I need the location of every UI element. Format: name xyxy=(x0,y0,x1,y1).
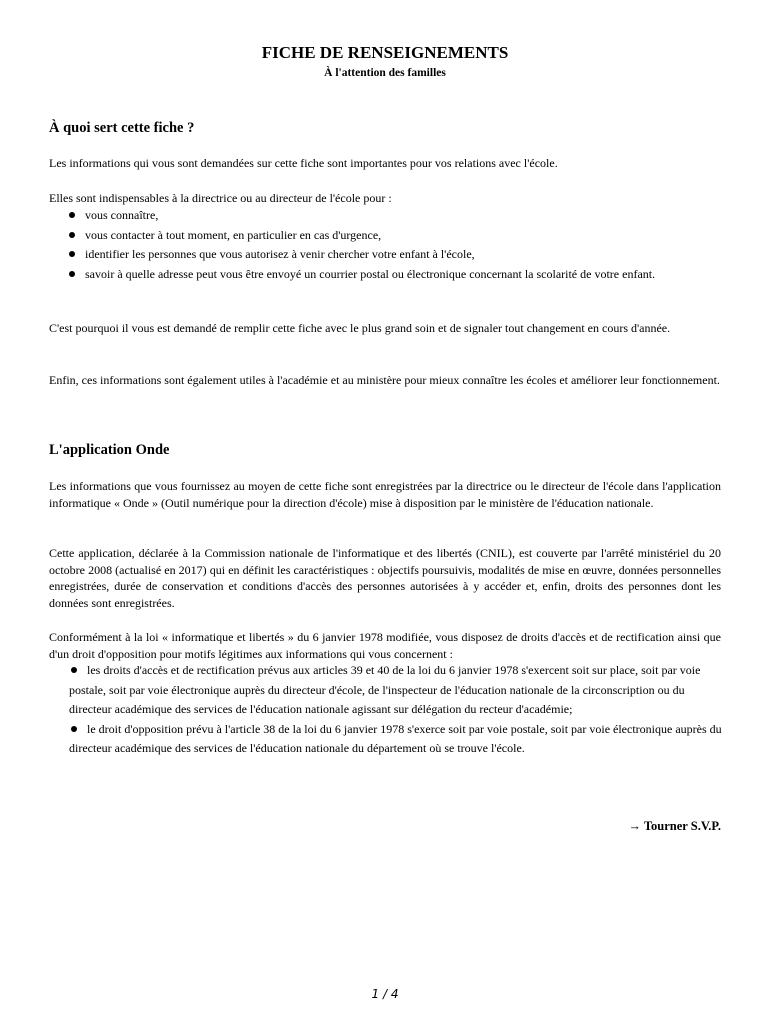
paragraph-onde-intro: Les informations que vous fournissez au moyen de cette fiche sont enregistrées par la directrice ou le directeur de l'école dans l'application informatique « Onde » (Outil numérique pour la direction d'école) mise à disposition par le ministère de l'éducation nationale. xyxy=(49,479,721,510)
bullet-icon xyxy=(69,271,75,277)
page-subtitle: À l'attention des familles xyxy=(324,67,446,79)
paragraph-indispensable: Elles sont indispensables à la directrice ou au directeur de l'école pour : xyxy=(49,191,392,205)
list-item xyxy=(49,720,729,759)
list-item xyxy=(49,661,729,720)
purpose-list xyxy=(49,206,729,284)
paragraph-rights: Conformément à la loi « informatique et libertés » du 6 janvier 1978 modifiée, vous disposez de droits d'accès et de rectification ainsi que d'un droit d'opposition pour motifs légitimes aux informations qui vous concernent : xyxy=(49,630,721,661)
turn-page-note: → Tourner S.V.P. xyxy=(628,819,721,833)
list-item xyxy=(49,206,729,226)
list-item xyxy=(49,265,729,285)
paragraph-fill-carefully: C'est pourquoi il vous est demandé de remplir cette fiche avec le plus grand soin et de signaler tout changement en cours d'année. xyxy=(49,321,671,335)
list-item-text: identifier les personnes que vous autorisez à venir chercher votre enfant à l'école, xyxy=(85,247,475,261)
list-item xyxy=(49,226,729,246)
list-item-text: les droits d'accès et de rectification prévus aux articles 39 et 40 de la loi du 6 janvier 1978 s'exercent soit sur place, soit par voie postale, soit par voie électronique auprès du directeur d'école, de l'inspecteur de l'éducation nationale de la circonscription ou du directeur académique des services de l'éducation nationale agissant sur délégation du recteur d'académie; xyxy=(69,663,701,716)
rights-list xyxy=(49,661,729,759)
list-item-text: savoir à quelle adresse peut vous être envoyé un courrier postal ou électronique concernant la scolarité de votre enfant. xyxy=(85,266,656,281)
list-item-text: vous contacter à tout moment, en particulier en cas d'urgence, xyxy=(85,227,382,242)
list-item-text: vous connaître, xyxy=(85,208,159,222)
bullet-icon xyxy=(69,232,75,238)
bullet-icon xyxy=(69,212,75,218)
paragraph-academy-use: Enfin, ces informations sont également utiles à l'académie et au ministère pour mieux connaître les écoles et améliorer leur fonctionnement. xyxy=(49,373,720,387)
section-heading-purpose: À quoi sert cette fiche ? xyxy=(49,120,195,136)
page-title: FICHE DE RENSEIGNEMENTS xyxy=(261,43,509,62)
bullet-icon xyxy=(71,726,77,732)
paragraph-cnil: Cette application, déclarée à la Commission nationale de l'informatique et des libertés (CNIL), est couverte par l'arrêté ministériel du 20 octobre 2008 (actualisé en 2017) qui en définit les caractéristiques : objectifs poursuivis, modalités de mise en œuvre, données personnelles enregistrées, durée de conservation et conditions d'accès des personnes autorisées à y accéder et, enfin, droits des personnes dont les données sont enregistrées. xyxy=(49,546,721,610)
section-heading-onde: L'application Onde xyxy=(49,442,170,458)
paragraph-intro: Les informations qui vous sont demandées sur cette fiche sont importantes pour vos relations avec l'école. xyxy=(49,156,558,170)
page-number: 1 / 4 xyxy=(371,987,399,1001)
bullet-icon xyxy=(69,251,75,257)
list-item xyxy=(49,245,729,265)
bullet-icon xyxy=(71,667,77,673)
list-item-text: le droit d'opposition prévu à l'article 38 de la loi du 6 janvier 1978 s'exerce soit par voie postale, soit par voie électronique auprès du directeur académique des services de l'éducation nationale du département où se trouve l'école. xyxy=(69,721,722,755)
